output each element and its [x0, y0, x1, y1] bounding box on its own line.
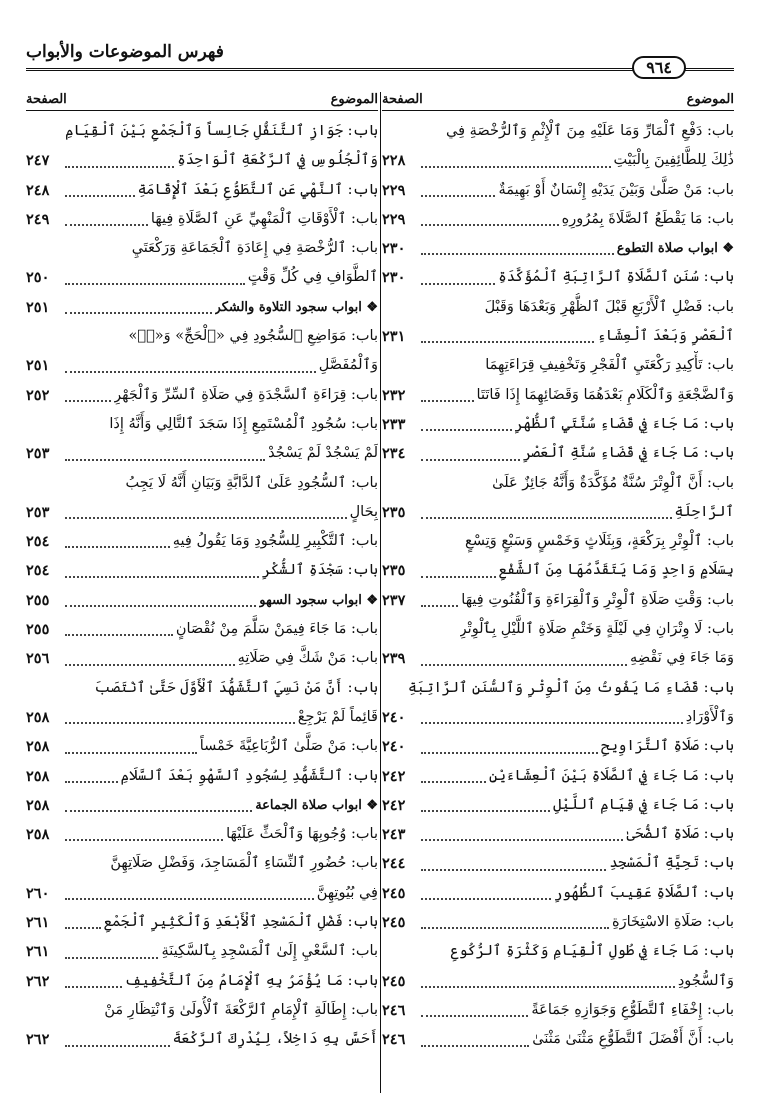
entry-text: باب: مَنْ شَكَّ فِي صَلَاتِهِ: [237, 650, 378, 667]
entry-text: باب: جَوَازِ ٱلتَّنَفُّلِ جَالِساً وَٱلْجَمْعِ بَيْنَ ٱلْقِيَامِ: [65, 123, 378, 139]
index-entry-line: [382, 732, 734, 761]
left-column: [26, 92, 378, 1055]
entry-page-number: ٢٤٦: [382, 1001, 406, 1019]
dot-leader: [421, 664, 627, 666]
dot-leader: [65, 957, 158, 959]
dot-leader: [65, 664, 235, 666]
dot-leader: [421, 224, 559, 226]
section-heading: [26, 791, 378, 820]
dot-leader: [421, 253, 614, 255]
entry-page-number: ٢٤٩: [26, 210, 50, 228]
entry-text: ❖ ابواب صلاة الجماعة: [255, 797, 378, 813]
entry-page-number: ٢٤٠: [382, 708, 406, 726]
dot-leader: [421, 605, 458, 607]
entry-text: بِحَالٍ: [349, 503, 378, 520]
index-entry-line: [26, 439, 378, 468]
index-entry-line: [26, 732, 378, 761]
dot-leader: [65, 517, 347, 519]
dot-leader: [65, 546, 170, 548]
entry-page-number: ٢٣٠: [382, 240, 406, 258]
dot-leader: [421, 429, 512, 431]
entry-text: باب: وَقْتِ صَلَاةِ ٱلْوِتْرِ وَٱلْقِرَاءَةِ وَٱلْقُنُوتِ فِيهَا: [461, 591, 734, 608]
index-entry-line: [382, 615, 734, 644]
topic-heading: الموضوع: [686, 92, 734, 107]
index-entry-line: [382, 439, 734, 468]
index-entry-line: [382, 117, 734, 146]
page-number: ٩٦٤: [632, 56, 686, 79]
index-entry-line: [382, 556, 734, 585]
entry-page-number: ٢٣٤: [382, 445, 406, 463]
entry-page-number: ٢٥٤: [26, 533, 50, 551]
entry-text: باب: مَا جَاءَ فِيمَنْ سَلَّمَ مِنْ نُقْصَانٍ: [175, 621, 378, 638]
entry-text: باب: دَفْعِ ٱلْمَارِّ وَمَا عَلَيْهِ مِنَ ٱلْإِثْمِ وَٱلرُّخْصَةِ فِي: [446, 123, 734, 139]
entry-page-number: ٢٦١: [26, 943, 50, 961]
entry-text: باب: صَلَاةِ ٱلتَّرَاوِيحِ: [600, 738, 734, 755]
page-header-title: فهرس الموضوعات والأبواب: [26, 42, 224, 62]
dot-leader: [421, 576, 496, 578]
entry-text: باب: صَلَاةِ ٱلضُّحَىٰ: [626, 826, 734, 843]
index-entry-line: [382, 322, 734, 351]
entry-text: باب: مَنْ صَلَّىٰ ٱلرُّبَاعِيَّةَ خَمْساً: [199, 738, 378, 755]
entry-text: ٱلْعَصْرِ وَبَعْدَ ٱلْعِشَاءِ: [597, 328, 734, 345]
index-entry-line: [26, 820, 378, 849]
page-header: [26, 38, 734, 80]
index-entry-line: [26, 322, 378, 351]
entry-text: باب: ٱلتَّكْبِيرِ لِلسُّجُودِ وَمَا يَقُولُ فِيهِ: [172, 533, 378, 550]
dot-leader: [421, 986, 675, 988]
index-entry-line: [26, 556, 378, 585]
index-entry-line: [26, 1025, 378, 1054]
entry-page-number: ٢٥٦: [26, 650, 50, 668]
entry-text: باب: مَا جَاءَ فِي طُولِ ٱلْقِيَامِ وَكَثْرَةِ ٱلرُّكُوعِ: [450, 943, 734, 960]
entry-text: باب: مَا جَاءَ فِي قِيَامِ ٱللَّيْلِ: [553, 796, 734, 813]
entry-page-number: ٢٤٣: [382, 826, 406, 844]
entry-text: باب: سُجُودِ ٱلْمُسْتَمِعِ إِذَا سَجَدَ ٱلتَّالِي وَأَنَّهُ إِذَا: [109, 415, 378, 432]
entry-page-number: ٢٦٠: [26, 884, 50, 902]
index-entry-line: [382, 820, 734, 849]
entry-text: ذَٰلِكَ لِلطَّائِفِينَ بِالْبَيْتِ: [613, 152, 734, 169]
entry-text: فِي بُيُوتِهِنَّ: [316, 884, 378, 901]
topic-heading: الموضوع: [330, 92, 378, 107]
page-heading: الصفحة: [26, 92, 67, 107]
entry-page-number: ٢٤٨: [26, 181, 50, 199]
entry-page-number: ٢٥٣: [26, 503, 50, 521]
entry-text: باب: سَجْدَةِ ٱلشُّكْرِ: [261, 562, 378, 579]
left-entry-list: [26, 117, 378, 1055]
entry-page-number: ٢٦١: [26, 914, 50, 932]
entry-text: ٱلرَّاحِلَةِ: [674, 503, 734, 520]
entry-page-number: ٢٥٥: [26, 591, 50, 609]
entry-text: باب: مَا جَاءَ فِي قَضَاءِ سُنَّةِ ٱلْعَصْرِ: [523, 445, 734, 462]
dot-leader: [421, 810, 550, 812]
dot-leader: [65, 810, 252, 812]
entry-page-number: ٢٦٢: [26, 972, 50, 990]
entry-page-number: ٢٥٨: [26, 708, 50, 726]
entry-text: باب: ٱلرُّخْصَةِ فِي إِعَادَةِ ٱلْجَمَاعَةِ وَرَكْعَتَيِ: [131, 240, 378, 257]
entry-text: وَٱلْأَوْرَادِ: [685, 708, 734, 725]
entry-text: ❖ ابواب صلاة التطوع: [616, 241, 734, 257]
index-entry-line: [382, 293, 734, 322]
dot-leader: [421, 752, 598, 754]
index-entry-line: [26, 205, 378, 234]
column-divider: [380, 92, 381, 1093]
dot-leader: [65, 195, 135, 197]
index-entry-line: [26, 498, 378, 527]
dot-leader: [65, 839, 223, 841]
dot-leader: [65, 605, 256, 607]
entry-text: لَمْ يَسْجُدْ لَمْ يَسْجُدْ: [268, 445, 378, 462]
index-entry-line: [26, 263, 378, 292]
entry-text: باب: قِرَاءَةِ ٱلسَّجْدَةِ فِي صَلَاةِ ٱلسِّرِّ وَٱلْجَهْرِ: [114, 386, 378, 403]
entry-page-number: ٢٤٢: [382, 767, 406, 785]
entry-page-number: ٢٤٤: [382, 855, 406, 873]
entry-text: باب: تَحِيَّةِ ٱلْمَسْجِدِ: [609, 855, 734, 872]
entry-text: باب: لَا وِتْرَانِ فِي لَيْلَةٍ وَخَتْمِ صَلَاةِ ٱللَّيْلِ بِٱلْوِتْرِ: [459, 621, 734, 638]
entry-page-number: ٢٥٣: [26, 445, 50, 463]
entry-page-number: ٢٣١: [382, 328, 406, 346]
entry-text: باب: قَضَاءِ مَا يَفُوتُ مِنَ ٱلْوِتْرِ وَٱلسُّنَنِ ٱلرَّاتِبَةِ: [407, 679, 734, 696]
entry-page-number: ٢٤٧: [26, 152, 50, 170]
entry-page-number: ٢٤٦: [382, 1031, 406, 1049]
index-entry-line: [382, 703, 734, 732]
entry-page-number: ٢٥١: [26, 357, 50, 375]
entry-text: ٱلطَّوَافِ فِي كُلِّ وَقْتٍ: [247, 269, 378, 286]
entry-text: باب: أَنَّ أَفْضَلَ ٱلتَّطَوُّعِ مَثْنَىٰ مَثْنَىٰ: [532, 1031, 734, 1048]
entry-text: باب: ٱلسُّجُودِ عَلَىٰ ٱلدَّابَّةِ وَبَيَانِ أَنَّهُ لَا يَجِبُ: [125, 474, 378, 491]
entry-page-number: ٢٥١: [26, 298, 50, 316]
entry-text: باب: صَلَاةِ الاسْتِخَارَةِ: [612, 914, 734, 931]
index-entry-line: [26, 967, 378, 996]
entry-page-number: ٢٣٠: [382, 269, 406, 287]
index-entry-line: [26, 849, 378, 878]
entry-text: باب: ٱلصَّلَاةِ عَقِيبَ ٱلطُّهُورِ: [553, 884, 734, 901]
dot-leader: [65, 371, 316, 373]
entry-page-number: ٢٣٥: [382, 562, 406, 580]
index-entry-line: [382, 791, 734, 820]
dot-leader: [65, 400, 111, 402]
entry-text: وَٱلْمُفَصَّلِ: [318, 357, 378, 374]
entry-text: وَٱلضَّجْعَةِ وَٱلْكَلَامِ بَعْدَهُمَا وَقَضَائِهِمَا إِذَا فَاتَتَا: [476, 386, 734, 403]
dot-leader: [65, 927, 101, 929]
index-entry-line: [26, 937, 378, 966]
dot-leader: [421, 517, 672, 519]
index-entry-line: [382, 176, 734, 205]
dot-leader: [421, 781, 486, 783]
dot-leader: [65, 166, 174, 168]
right-entry-list: [382, 117, 734, 1055]
entry-text: باب: ٱلْوِتْرِ بِرَكْعَةٍ، وَبِثَلَاثٍ وَخَمْسٍ وَسَبْعٍ وَتِسْعٍ: [465, 533, 734, 550]
entry-text: وَمَا جَاءَ فِي نَقْضِهِ: [630, 650, 734, 667]
entry-page-number: ٢٥٠: [26, 269, 50, 287]
index-entry-line: [26, 234, 378, 263]
entry-text: ❖ ابواب سجود السهو: [259, 592, 378, 608]
index-entry-line: [382, 263, 734, 292]
index-entry-line: [382, 849, 734, 878]
entry-text: باب: فَضْلِ ٱلْأَرْبَعِ قَبْلَ ٱلظُّهْرِ وَبَعْدَهَا وَقَبْلَ: [484, 298, 734, 315]
entry-text: ❖ ابواب سجود التلاوة والشكر: [214, 299, 378, 315]
index-entry-line: [382, 410, 734, 439]
entry-text: باب: مَنْ صَلَّىٰ وَبَيْنَ يَدَيْهِ إِنْسَانٌ أَوْ بَهِيمَةٌ: [498, 181, 734, 198]
entry-text: باب: مَا جَاءَ فِي قَضَاءِ سُنَّتَيِ ٱلظُّهْرِ: [514, 415, 734, 432]
entry-page-number: ٢٣٥: [382, 503, 406, 521]
entry-page-number: ٢٥٨: [26, 738, 50, 756]
entry-text: قَائِماً لَمْ يَرْجِعْ: [297, 708, 378, 725]
dot-leader: [421, 927, 609, 929]
entry-page-number: ٢٥٨: [26, 767, 50, 785]
dot-leader: [65, 634, 173, 636]
entry-text: باب: ٱلْأَوْقَاتِ ٱلْمَنْهِيِّ عَنِ ٱلصَّلَاةِ فِيهَا: [150, 210, 378, 227]
index-entry-line: [26, 469, 378, 498]
dot-leader: [421, 400, 474, 402]
index-entry-line: [382, 644, 734, 673]
entry-text: بِسَلَامٍ وَاحِدٍ وَمَا يَتَقَدَّمُهَا مِنَ ٱلشَّفْعِ: [498, 562, 734, 579]
entry-text: باب: أَنَّ ٱلْوِتْرَ سُنَّةٌ مُؤَكَّدَةٌ وَأَنَّهُ جَائِزٌ عَلَىٰ: [492, 474, 734, 491]
dot-leader: [421, 869, 606, 871]
dot-leader: [421, 898, 551, 900]
entry-text: أَحَسَّ بِهِ دَاخِلاً، لِيُدْرِكَ ٱلرَّكْعَةَ: [172, 1031, 378, 1048]
dot-leader: [65, 781, 118, 783]
entry-text: وَٱلْجُلُوسِ فِي ٱلرَّكْعَةِ ٱلْوَاحِدَةِ: [177, 152, 378, 169]
index-entry-line: [26, 381, 378, 410]
entry-page-number: ٢٥٢: [26, 386, 50, 404]
index-entry-line: [382, 762, 734, 791]
entry-page-number: ٢٥٨: [26, 826, 50, 844]
index-entry-line: [26, 762, 378, 791]
entry-page-number: ٢٣٩: [382, 650, 406, 668]
entry-page-number: ٢٤٥: [382, 884, 406, 902]
index-entry-line: [382, 351, 734, 380]
entry-page-number: ٢٥٨: [26, 796, 50, 814]
entry-page-number: ٢٦٢: [26, 1031, 50, 1049]
right-column: [382, 92, 734, 1055]
page-heading: الصفحة: [382, 92, 423, 107]
entry-page-number: ٢٥٥: [26, 621, 50, 639]
index-entry-line: [26, 996, 378, 1025]
entry-text: باب: مَا يُؤْمَرُ بِهِ ٱلْإِمَامُ مِنَ ٱلتَّخْفِيفِ: [124, 972, 378, 989]
entry-page-number: ٢٣٢: [382, 386, 406, 404]
entry-page-number: ٢٣٧: [382, 591, 406, 609]
index-entry-line: [26, 351, 378, 380]
dot-leader: [65, 312, 212, 314]
dot-leader: [421, 166, 611, 168]
index-entry-line: [382, 586, 734, 615]
dot-leader: [65, 898, 314, 900]
entry-text: باب: فَضْلِ ٱلْمَسْجِدِ ٱلْأَبْعَدِ وَٱلْكَثِيرِ ٱلْجَمْعِ: [103, 914, 378, 931]
section-heading: [26, 586, 378, 615]
dot-leader: [65, 1045, 170, 1047]
section-heading: [382, 234, 734, 263]
dot-leader: [65, 459, 265, 461]
entry-page-number: ٢٢٩: [382, 210, 406, 228]
dot-leader: [421, 722, 683, 724]
index-entry-line: [26, 703, 378, 732]
entry-text: وَٱلسُّجُودِ: [677, 972, 734, 989]
dot-leader: [421, 459, 520, 461]
entry-text: باب: إِخْفَاءِ ٱلتَّطَوُّعِ وَجَوَازِهِ جَمَاعَةً: [531, 1001, 734, 1018]
dot-leader: [65, 722, 295, 724]
entry-page-number: ٢٤٠: [382, 738, 406, 756]
entry-page-number: ٢٤٥: [382, 914, 406, 932]
index-entry-line: [26, 117, 378, 146]
section-heading: [26, 293, 378, 322]
index-entry-line: [26, 176, 378, 205]
dot-leader: [421, 1045, 529, 1047]
entry-text: باب: إِطَالَةِ ٱلْإِمَامِ ٱلرَّكْعَةَ ٱلْأُولَىٰ وَٱنْتِظَارِ مَنْ: [104, 1001, 378, 1018]
entry-text: باب: ٱلنَّهْيِ عَنِ ٱلتَّطَوُّعِ بَعْدَ ٱلْإِقَامَةِ: [137, 181, 378, 198]
index-entry-line: [382, 381, 734, 410]
index-entry-line: [26, 527, 378, 556]
dot-leader: [421, 195, 495, 197]
index-entry-line: [382, 879, 734, 908]
index-entry-line: [382, 527, 734, 556]
dot-leader: [421, 839, 623, 841]
index-entry-line: [382, 146, 734, 175]
entry-text: باب: مَا يَقْطَعُ ٱلصَّلَاةَ بِمُرُورِهِ: [561, 210, 734, 227]
index-entry-line: [382, 908, 734, 937]
right-column-heading: [382, 92, 734, 111]
dot-leader: [421, 341, 594, 343]
left-column-heading: [26, 92, 378, 111]
index-entry-line: [382, 674, 734, 703]
dot-leader: [65, 986, 122, 988]
entry-text: باب: وُجُوبِهَا وَٱلْحَثِّ عَلَيْهَا: [226, 826, 378, 843]
entry-page-number: ٢٢٩: [382, 181, 406, 199]
dot-leader: [65, 752, 197, 754]
entry-text: باب: ٱلسَّعْيِ إِلَىٰ ٱلْمَسْجِدِ بِٱلسَّكِينَةِ: [161, 943, 378, 960]
entry-text: باب: مَا جَاءَ فِي ٱلصَّلَاةِ بَيْنَ ٱلْعِشَاءَيْنِ: [489, 767, 734, 784]
entry-text: باب: سُنَنِ ٱلصَّلَاةِ ٱلرَّاتِبَةِ ٱلْمُؤَكَّدَةِ: [498, 269, 734, 286]
dot-leader: [65, 576, 259, 578]
dot-leader: [65, 224, 148, 226]
index-entry-line: [26, 879, 378, 908]
dot-leader: [421, 1015, 528, 1017]
dot-leader: [421, 283, 495, 285]
header-rule: [26, 68, 734, 71]
entry-text: باب: تَأْكِيدِ رَكْعَتَيِ ٱلْفَجْرِ وَتَخْفِيفِ قِرَاءَتِهِمَا: [485, 357, 734, 374]
index-entry-line: [26, 644, 378, 673]
index-entry-line: [26, 674, 378, 703]
entry-page-number: ٢٣٣: [382, 415, 406, 433]
index-entry-line: [26, 908, 378, 937]
index-entry-line: [382, 967, 734, 996]
index-entry-line: [26, 615, 378, 644]
index-entry-line: [382, 469, 734, 498]
index-entry-line: [26, 410, 378, 439]
index-entry-line: [382, 996, 734, 1025]
index-entry-line: [26, 146, 378, 175]
entry-page-number: ٢٤٥: [382, 972, 406, 990]
index-entry-line: [382, 205, 734, 234]
index-entry-line: [382, 498, 734, 527]
dot-leader: [65, 283, 245, 285]
index-entry-line: [382, 1025, 734, 1054]
entry-page-number: ٢٢٨: [382, 152, 406, 170]
entry-text: باب: أَنَّ مَنْ نَسِيَ ٱلتَّشَهُّدَ ٱلْأَوَّلَ حَتَّىٰ ٱنْتَصَبَ: [94, 679, 378, 696]
entry-page-number: ٢٤٢: [382, 796, 406, 814]
entry-text: باب: مَوَاضِعِ ٱلسُّجُودِ فِي «ٱلْحَجِّ» وَ«صۤ»: [128, 328, 378, 345]
entry-text: باب: حُضُورِ ٱلنِّسَاءِ ٱلْمَسَاجِدَ، وَفَضْلِ صَلَاتِهِنَّ: [110, 855, 378, 872]
index-entry-line: [382, 937, 734, 966]
entry-text: باب: ٱلتَّشَهُّدِ لِسُجُودِ ٱلسَّهْوِ بَعْدَ ٱلسَّلَامِ: [120, 767, 378, 784]
entry-page-number: ٢٥٤: [26, 562, 50, 580]
